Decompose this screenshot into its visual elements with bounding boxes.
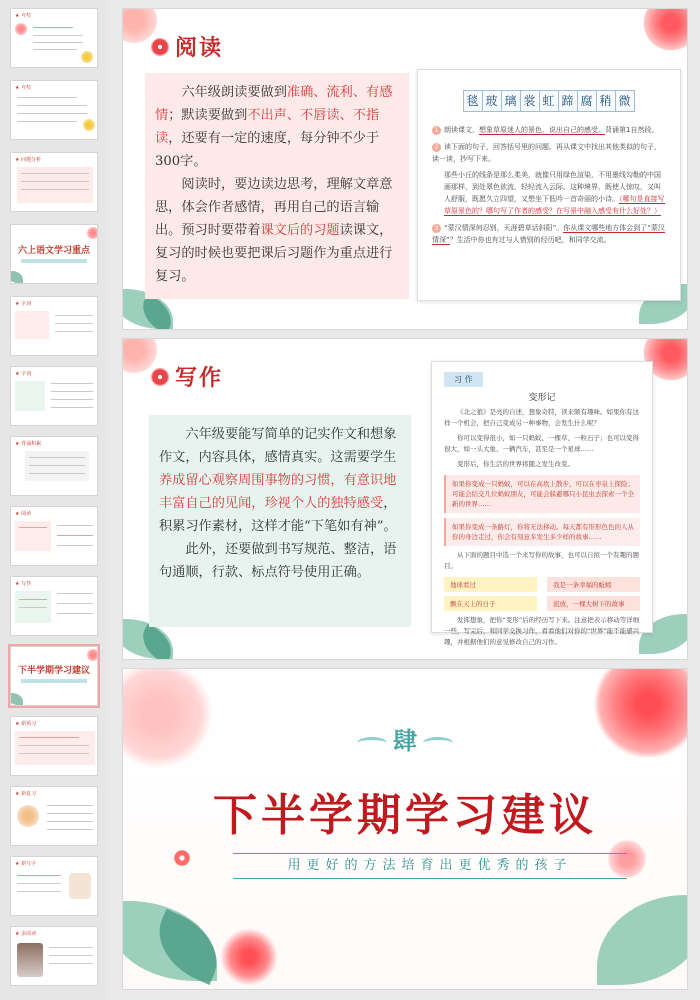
textbook-excerpt-card bbox=[417, 69, 681, 301]
thumbnail-heading: ★ 多阅读 bbox=[15, 931, 37, 937]
slide-writing[interactable] bbox=[122, 338, 688, 660]
thumb-line bbox=[47, 805, 93, 806]
thumb-line bbox=[57, 525, 93, 526]
slide-thumbnail-3[interactable] bbox=[10, 152, 98, 212]
thumb-line bbox=[33, 49, 77, 50]
thumbnail-heading: ★ 字词 bbox=[15, 371, 32, 377]
example-box: 如果你变成一只蚂蚁，可以在高坎上散步，可以在枣泉上探险；可能会结交几位蚂蚁朋友，可能会躲避哪只小昆虫去探索一个全新的世界…… bbox=[444, 475, 640, 513]
flower-bullet-icon bbox=[151, 38, 169, 56]
thumb-line bbox=[19, 737, 79, 738]
text-run: ；默读要做到 bbox=[168, 108, 248, 123]
section-title-text: 写作 bbox=[175, 365, 224, 391]
thumb-line bbox=[19, 527, 47, 528]
vocab-char: 虹 bbox=[539, 90, 559, 112]
swirl-left-icon bbox=[357, 737, 387, 749]
thumb-line bbox=[57, 545, 93, 546]
slide-thumbnail-10[interactable] bbox=[10, 646, 98, 706]
thumb-line bbox=[55, 315, 93, 316]
thumbnail-heading: ★ 背诵积累 bbox=[15, 441, 42, 447]
thumb-line bbox=[57, 603, 93, 604]
underlined-text: 想象草原迷人的景色，说出自己的感受。 bbox=[479, 126, 605, 134]
thumb-line bbox=[21, 173, 89, 174]
thumb-line bbox=[33, 35, 83, 36]
writing-paragraph-2: 此外，还要做到书写规范、整洁，语句通顺，行款、标点符号使用正确。 bbox=[159, 542, 397, 580]
thumb-line bbox=[29, 457, 85, 458]
thumb-text-block bbox=[15, 311, 49, 339]
thumbnail-heading: ★ 字词 bbox=[15, 301, 32, 307]
topic-option: 地球看过 bbox=[444, 577, 537, 592]
exercise-2-passage bbox=[418, 169, 680, 217]
card-paragraph: 《北之狼》是亮的自述，想象奇特，读来颇有趣味。如果你有这样一个机会，把自己变成另一种事物，会发生什么呢？ bbox=[444, 408, 639, 427]
exercise-number: 2 bbox=[432, 143, 441, 152]
highlight-text: 准确、流利、有感情 bbox=[155, 85, 393, 123]
thumb-bookshelf-image bbox=[17, 943, 43, 977]
section-ordinal bbox=[123, 721, 687, 756]
section-subtitle: 用更好的方法培育出更优秀的孩子 bbox=[233, 853, 627, 879]
thumbnail-heading: ★ 写作 bbox=[15, 581, 32, 587]
text-run: 六年级要能写简单的记实作文和想象作文，内容具体，感情真实。这需要学生 bbox=[159, 427, 397, 465]
thumbnail-title: 下半学期学习建议 bbox=[17, 666, 90, 676]
swirl-right-icon bbox=[423, 737, 453, 749]
section-main-title: 下半学期学习建议 bbox=[213, 790, 597, 841]
text-run: 背诵第1自然段。 bbox=[605, 126, 659, 134]
vocab-char: 蹄 bbox=[558, 90, 578, 112]
thumbnail-heading: ★ 新复习 bbox=[15, 791, 37, 797]
exercise-3 bbox=[418, 222, 680, 246]
thumb-line bbox=[17, 883, 61, 884]
slide-thumbnail-14[interactable] bbox=[10, 926, 98, 986]
thumb-line bbox=[21, 181, 89, 182]
thumb-line bbox=[51, 383, 93, 384]
thumbnail-heading: ★ 夸奖 bbox=[15, 13, 32, 19]
card-title: 变形记 bbox=[528, 393, 556, 403]
card-paragraph: 从下面的题目中选一个来写你的故事，也可以自拟一个有趣的题目。 bbox=[444, 551, 639, 570]
text-run: ，还要有一定的速度，每分钟不少于300字。 bbox=[155, 131, 380, 169]
thumb-line bbox=[29, 465, 85, 466]
slide-reading[interactable] bbox=[122, 8, 688, 330]
section-title bbox=[151, 361, 223, 392]
thumb-line bbox=[51, 391, 93, 392]
text-run: 那些小丘的线条是那么柔美，就像只用绿色渲染，不用墨线勾勒的中国画那样，到处翠色欲流，轻轻流入云际。这种境界，既使人惊叹，又叫人舒服，既愿久立四望，又想坐下低吟一首奇丽的小诗。 bbox=[444, 171, 661, 203]
underlined-text: （哪句是直接写草原景色的？哪句写了作者的感受？在写景中融入感受有什么好处？） bbox=[444, 195, 665, 215]
text-run: 朗读课文， bbox=[444, 126, 479, 134]
highlight-text: 不出声、不唇读、不指读 bbox=[155, 108, 380, 146]
reading-paragraph-2 bbox=[155, 173, 399, 288]
thumb-line bbox=[17, 105, 87, 106]
reading-paragraph-1 bbox=[155, 81, 399, 173]
underlined-text: 你从课文哪些地方体会到了“蒙汉情深” bbox=[432, 224, 665, 244]
text-run: 六年级朗读要做到 bbox=[181, 85, 287, 100]
thumbnail-heading: ★ 夸奖 bbox=[15, 85, 32, 91]
thumb-line bbox=[19, 745, 89, 746]
highlight-text: 课文后的习题 bbox=[260, 223, 340, 238]
section-title-text: 阅读 bbox=[175, 35, 224, 61]
example-box: 如果你变成一条路灯，你将无法移动。每天都有形形色色的人从你的身边走过，你会有刻意多发生多少样的故事…… bbox=[444, 518, 640, 546]
thumb-line bbox=[55, 323, 93, 324]
thumb-line bbox=[29, 473, 85, 474]
text-run: ？生活中你也有过与人惜别的经历吧，和同学交流。 bbox=[449, 236, 611, 244]
thumb-line bbox=[17, 891, 61, 892]
thumb-line bbox=[55, 331, 93, 332]
thumb-line bbox=[49, 955, 93, 956]
thumb-line bbox=[33, 42, 83, 43]
thumb-line bbox=[57, 613, 93, 614]
card-paragraph: 变形后，你生活的世界将随之发生改变。 bbox=[457, 460, 574, 468]
leaf-decoration-icon bbox=[597, 895, 688, 985]
writing-text-block bbox=[149, 415, 411, 627]
slide-thumbnail-4[interactable] bbox=[10, 224, 98, 284]
thumb-line bbox=[19, 607, 47, 608]
slide-thumbnail-6[interactable] bbox=[10, 366, 98, 426]
thumb-line bbox=[33, 27, 73, 28]
vocab-char: 微 bbox=[615, 90, 635, 112]
slide-thumbnail-5[interactable] bbox=[10, 296, 98, 356]
slide-thumbnail-8[interactable] bbox=[10, 506, 98, 566]
thumb-line bbox=[17, 121, 77, 122]
thumb-badge-image bbox=[81, 51, 93, 63]
thumb-line bbox=[47, 821, 93, 822]
slide-thumbnail-9[interactable] bbox=[10, 576, 98, 636]
thumb-text-block bbox=[15, 521, 51, 551]
exercise-number: 3 bbox=[432, 224, 441, 233]
text-run: 读下面的句子，回答括号里的问题。再从课文中找出其他类似的句子，读一读，抄写下来。 bbox=[432, 143, 661, 163]
card-paragraph: 发挥想象，把你“变形”后的经历写下来。注意把表示移动等详细一些，写完后，和同学交换习作，看看他们对你的“世界”能不能感兴趣，并根据他们的意见修改自己的习作。 bbox=[444, 616, 640, 646]
vocab-char: 腐 bbox=[577, 90, 597, 112]
card-tag: 习 作 bbox=[444, 372, 483, 387]
thumb-line bbox=[19, 599, 47, 600]
exercise-number: 1 bbox=[432, 126, 441, 135]
vocab-char: 裳 bbox=[520, 90, 540, 112]
thumb-subtitle-bar bbox=[21, 259, 87, 263]
card-paragraph: 你可以变得很小，如一只蚂蚁、一棵草、一粒石子；也可以变得很大，如一头大象、一辆汽车，甚至是一个星球…… bbox=[444, 434, 639, 453]
thumb-line bbox=[47, 829, 93, 830]
vocab-char: 稍 bbox=[596, 90, 616, 112]
thumb-line bbox=[21, 189, 89, 190]
topic-options bbox=[444, 577, 640, 611]
thumb-text-block bbox=[15, 381, 45, 411]
thumb-line bbox=[17, 875, 61, 876]
reading-text-block bbox=[145, 73, 409, 299]
thumb-line bbox=[51, 407, 93, 408]
slide-thumbnail-panel bbox=[0, 0, 108, 1000]
thumb-line bbox=[49, 963, 93, 964]
topic-option: 飘在天上的日子 bbox=[444, 596, 537, 611]
thumb-flower-image bbox=[87, 227, 98, 239]
slide-thumbnail-12[interactable] bbox=[10, 786, 98, 846]
writing-prompt-card bbox=[431, 361, 653, 646]
slide-thumbnail-11[interactable] bbox=[10, 716, 98, 776]
thumb-flower-image bbox=[15, 23, 27, 35]
slide-section-cover[interactable] bbox=[122, 668, 688, 990]
text-run: 读课文，复习的时候也要把课后习题作为重点进行复习。 bbox=[155, 223, 393, 284]
thumb-line bbox=[51, 399, 93, 400]
corner-flower-image bbox=[219, 927, 279, 987]
thumb-line bbox=[17, 97, 77, 98]
thumb-book-image bbox=[69, 873, 91, 899]
ordinal-text: 肆 bbox=[393, 726, 417, 755]
topic-option: 我是一条幸福的蚯蚓 bbox=[547, 577, 640, 592]
small-flower-icon bbox=[173, 849, 191, 867]
flower-bullet-icon bbox=[151, 368, 169, 386]
text-run: ，积累习作素材，这样才能“下笔如有神”。 bbox=[159, 496, 397, 534]
thumb-leaf-image bbox=[10, 271, 23, 283]
slide-thumbnail-13[interactable] bbox=[10, 856, 98, 916]
writing-paragraph-1 bbox=[159, 423, 401, 538]
vocab-char: 玻 bbox=[482, 90, 502, 112]
slide-thumbnail-7[interactable] bbox=[10, 436, 98, 496]
thumb-line bbox=[57, 535, 93, 536]
topic-option: 流放，一棵大树下的故事 bbox=[547, 596, 640, 611]
corner-flower-image bbox=[643, 8, 688, 51]
text-run: 阅读时，要边读边思考，理解文章意思，体会作者感情，再用自己的语言输出。预习时要带着 bbox=[155, 177, 393, 238]
vocab-char: 璃 bbox=[501, 90, 521, 112]
thumb-line bbox=[47, 813, 93, 814]
thumbnail-heading: ★ 阅读 bbox=[15, 511, 32, 517]
thumb-line bbox=[19, 753, 89, 754]
exercise-1 bbox=[418, 124, 680, 136]
thumb-people-image bbox=[17, 805, 39, 827]
slide-thumbnail-2[interactable] bbox=[10, 80, 98, 140]
exercise-2 bbox=[418, 141, 680, 165]
thumb-line bbox=[49, 947, 93, 948]
thumbnail-heading: ★ 新写字 bbox=[15, 861, 37, 867]
slide-thumbnail-1[interactable] bbox=[10, 8, 98, 68]
thumbnail-heading: ★ 问题分析 bbox=[15, 157, 42, 163]
thumb-line bbox=[17, 113, 87, 114]
thumb-subtitle-bar bbox=[21, 679, 87, 683]
thumb-text-block bbox=[25, 451, 89, 481]
vocab-char-row bbox=[418, 90, 680, 112]
section-title bbox=[151, 31, 223, 62]
thumb-line bbox=[57, 593, 93, 594]
thumbnail-heading: ★ 新预习 bbox=[15, 721, 37, 727]
highlight-text: 养成留心观察周围事物的习惯，有意识地丰富自己的见闻，珍视个人的独特感受 bbox=[159, 473, 397, 511]
thumb-flower-image bbox=[87, 649, 98, 661]
vocab-char: 毯 bbox=[463, 90, 483, 112]
thumbnail-title: 六上语文学习重点 bbox=[17, 246, 90, 256]
text-run: “蒙汉情深何忍别，天涯碧草话斜阳”。 bbox=[444, 224, 564, 232]
thumb-leaf-image bbox=[10, 693, 23, 705]
thumb-badge-image bbox=[83, 119, 95, 131]
